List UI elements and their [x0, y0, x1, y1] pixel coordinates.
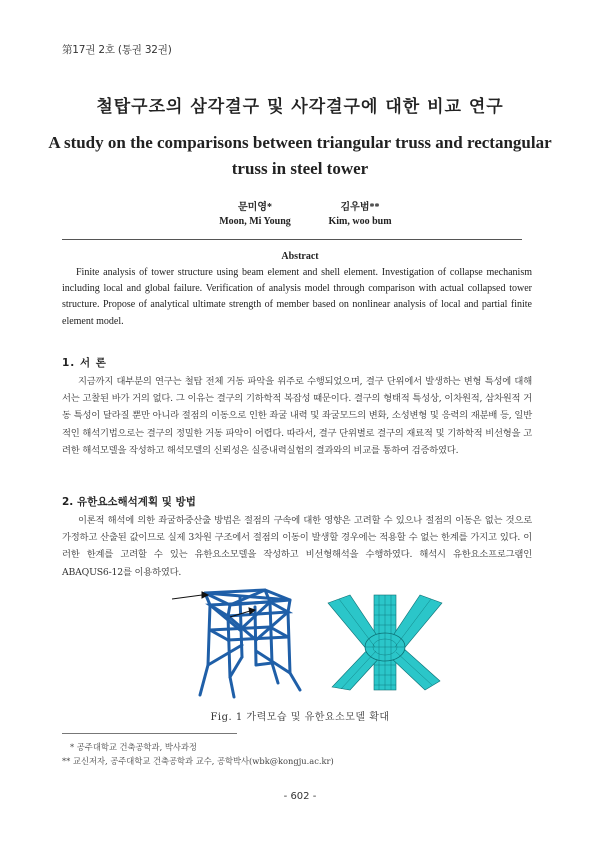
- korean-title: 철탑구조의 삼각결구 및 사각결구에 대한 비교 연구: [96, 97, 504, 117]
- title-divider: [62, 239, 522, 240]
- footnote-2: ** 교신저자, 공주대학교 건축공학과 교수, 공학박사(wbk@kongju.ac.kr): [62, 756, 334, 766]
- footnote-1: * 공주대학교 건축공학과, 박사과정: [70, 742, 197, 752]
- abstract-heading: Abstract: [281, 251, 319, 262]
- section-2-heading: 2. 유한요소해석계획 및 방법: [62, 496, 196, 508]
- abstract-body: Finite analysis of tower structure using beam element and shell element. Investigation of collapse mechanism including local and global failure. Verification of analysis model through comparison with actual collapsed tower structure. Propose of analytical ultimate strength of member based on nonlinear analysis of local and partial finite element model.: [62, 267, 532, 327]
- english-title: A study on the comparisons between triangular truss and rectangular truss in steel tower: [48, 133, 552, 178]
- footnote-divider: [62, 733, 237, 734]
- figure-1: [150, 585, 450, 700]
- author-1-english: Moon, Mi Young: [219, 216, 291, 227]
- author-1: [200, 201, 310, 229]
- section-1-heading: 1. 서 론: [62, 357, 107, 369]
- section-2-body: 이론적 해석에 의한 좌굴하중산출 방법은 절점의 구속에 대한 영향은 고려할 수 있으나 절점의 이동은 없는 것으로 가정하고 산출된 값이므로 실제 3차원 구조에서 절점의 이동이 발생할 경우에는 적용할 수 없는 한계를 가지고 있다. 이러한 한계를 고려할 수 있는 유한요소모델을 작성하고 비선형해석을 수행하였다. 해석시 유한요소프로그램인 ABAQUS6-12를 이용하였다.: [62, 515, 532, 578]
- page-number: - 602 -: [283, 791, 317, 802]
- figure-caption: Fig. 1 가력모습 및 유한요소모델 확대: [210, 712, 390, 723]
- author-2-korean: 김우범**: [340, 202, 380, 213]
- journal-volume: 第17권 2호 (통권 32권): [62, 44, 172, 56]
- author-2: [305, 201, 415, 229]
- tower-frame-image: [200, 590, 300, 697]
- author-1-korean: 문미영*: [238, 202, 272, 213]
- section-1-body: 지금까지 대부분의 연구는 철탑 전체 거동 파악을 위주로 수행되었으며, 결구 단위에서 발생하는 변형 특성에 대해서는 고찰된 바가 거의 없다. 그 이유는 결구의 기하학적 복잡성 때문이다. 결구의 형태적 특성상, 이차원적, 삼차원적 거동 특성이 달라질 뿐만 아니라 절점의 이동으로 인한 좌굴 내력 및 좌굴모드의 변화, 소성변형 및 응력의 재분배 등, 일반적인 해석기법으로는 결구의 정밀한 거동 파악이 어렵다. 따라서, 결구 단위별로 결구의 재료적 및 기하학적 비선형을 고려한 해석모델을 작성하고 해석모델의 신뢰성은 실증내력실험의 결과와의 비교를 통하여 검증하였다.: [62, 376, 532, 456]
- author-2-english: Kim, woo bum: [328, 216, 392, 227]
- fem-model-image: [325, 595, 445, 690]
